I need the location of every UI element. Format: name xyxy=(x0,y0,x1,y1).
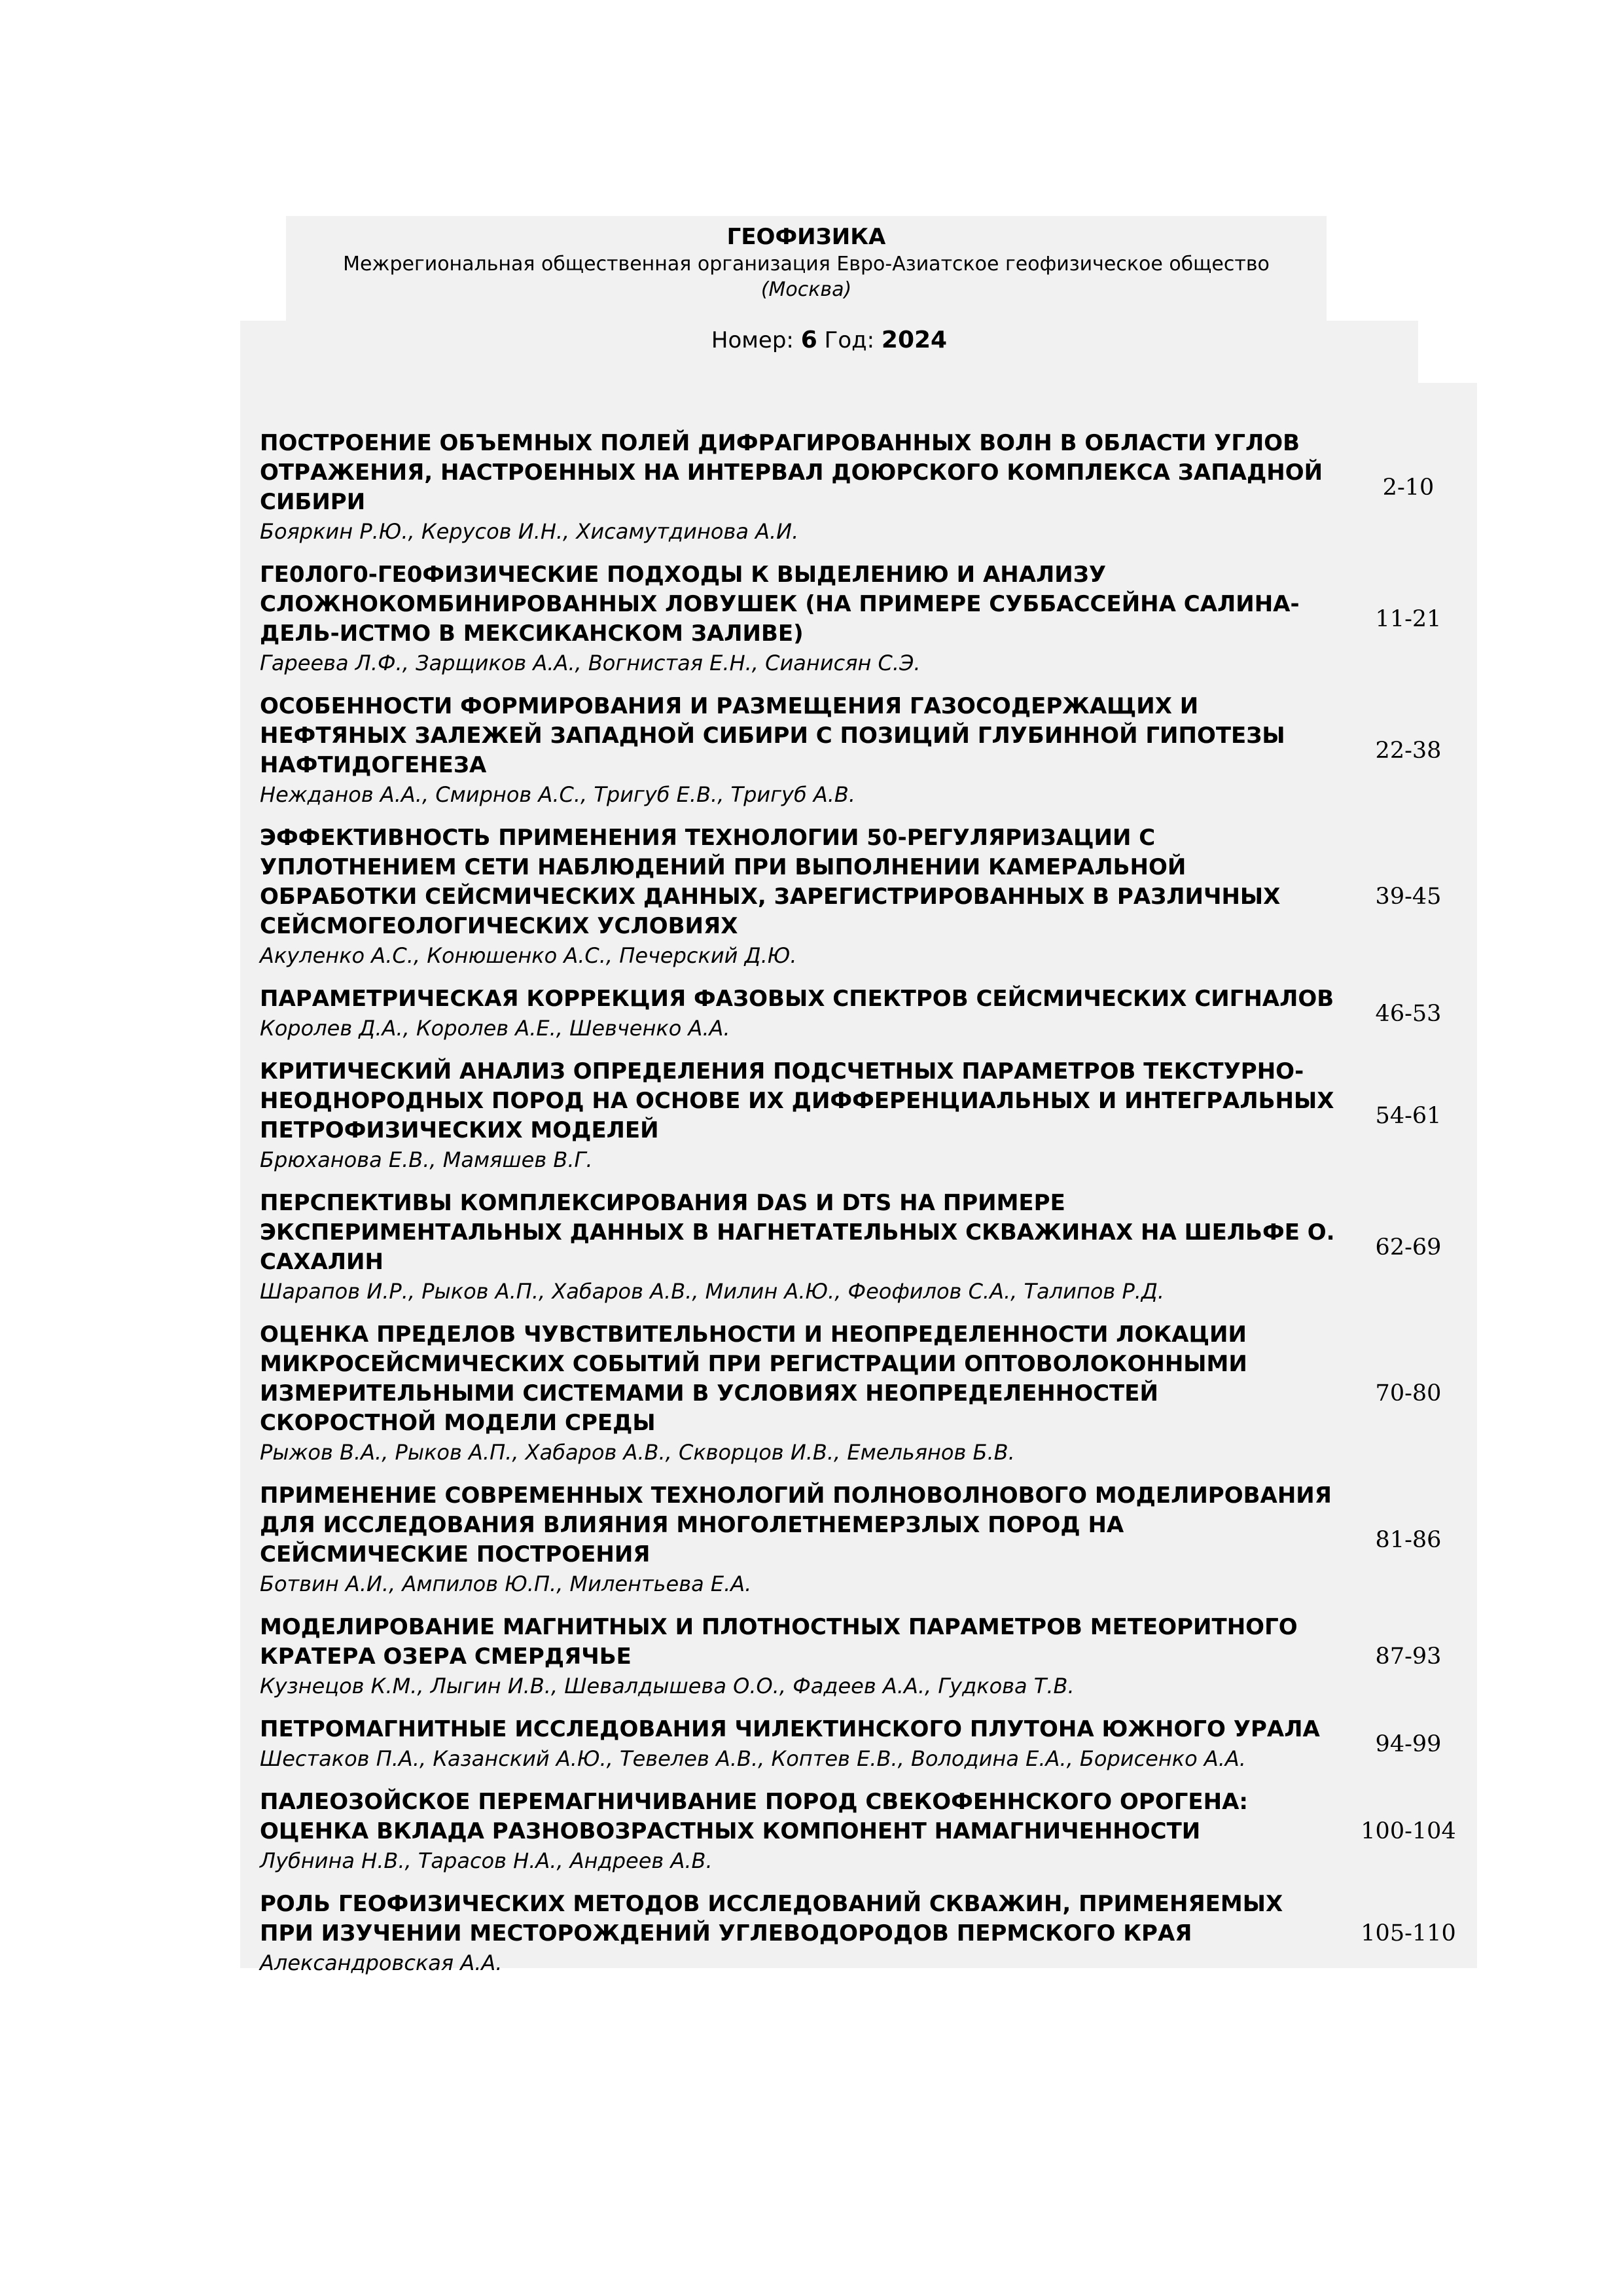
article-title[interactable]: ПЕТРОМАГНИТНЫЕ ИССЛЕДОВАНИЯ ЧИЛЕКТИНСКОГО ПЛУТОНА ЮЖНОГО УРАЛА xyxy=(260,1716,1320,1742)
toc-entry xyxy=(240,1787,1477,1875)
table-of-contents xyxy=(240,383,1477,1975)
organization-name: Межрегиональная общественная организация Евро-Азиатское геофизическое общество xyxy=(343,253,1270,276)
issue-year: 2024 xyxy=(881,327,948,353)
article-pages: 100-104 xyxy=(1361,1818,1456,1844)
toc-entry xyxy=(240,984,1477,1043)
article-authors: Акуленко А.С., Конюшенко А.С., Печерский Д.Ю. xyxy=(260,943,797,968)
article-title[interactable]: ОСОБЕННОСТИ ФОРМИРОВАНИЯ И РАЗМЕЩЕНИЯ ГАЗОСОДЕРЖАЩИХ И НЕФТЯНЫХ ЗАЛЕЖЕЙ ЗАПАДНОЙ СИБИРИ С ПОЗИЦИЙ ГЛУБИННОЙ ГИПОТЕЗЫ НАФТИДОГЕНЕЗА xyxy=(260,693,1285,778)
article-pages: 54-61 xyxy=(1375,1102,1442,1129)
article-title[interactable]: ПОСТРОЕНИЕ ОБЪЕМНЫХ ПОЛЕЙ ДИФРАГИРОВАННЫХ ВОЛН В ОБЛАСТИ УГЛОВ ОТРАЖЕНИЯ, НАСТРОЕННЫХ НА ИНТЕРВАЛ ДОЮРСКОГО КОМПЛЕКСА ЗАПАДНОЙ СИБИРИ xyxy=(260,430,1323,515)
article-authors: Кузнецов К.М., Лыгин И.В., Шевалдышева О.О., Фадеев А.А., Гудкова Т.В. xyxy=(260,1674,1075,1698)
article-pages: 105-110 xyxy=(1361,1920,1456,1946)
toc-entry xyxy=(240,1189,1477,1306)
article-title[interactable]: МОДЕЛИРОВАНИЕ МАГНИТНЫХ И ПЛОТНОСТНЫХ ПАРАМЕТРОВ МЕТЕОРИТНОГО КРАТЕРА ОЗЕРА СМЕРДЯЧЬЕ xyxy=(260,1614,1298,1670)
article-pages: 46-53 xyxy=(1375,1000,1442,1027)
article-title[interactable]: ПРИМЕНЕНИЕ СОВРЕМЕННЫХ ТЕХНОЛОГИЙ ПОЛНОВОЛНОВОГО МОДЕЛИРОВАНИЯ ДЛЯ ИССЛЕДОВАНИЯ ВЛИЯНИЯ МНОГОЛЕТНЕМЕРЗЛЫХ ПОРОД НА СЕЙСМИЧЕСКИЕ ПОСТРОЕНИЯ xyxy=(260,1482,1332,1568)
article-title[interactable]: КРИТИЧЕСКИЙ АНАЛИЗ ОПРЕДЕЛЕНИЯ ПОДСЧЕТНЫХ ПАРАМЕТРОВ ТЕКСТУРНО-НЕОДНОРОДНЫХ ПОРОД НА ОСНОВЕ ИХ ДИФФЕРЕНЦИАЛЬНЫХ И ИНТЕГРАЛЬНЫХ ПЕТРОФИЗИЧЕСКИХ МОДЕЛЕЙ xyxy=(260,1058,1334,1143)
article-authors: Шарапов И.Р., Рыков А.П., Хабаров А.В., Милин А.Ю., Феофилов С.А., Талипов Р.Д. xyxy=(260,1279,1165,1304)
issue-year-label: Год: xyxy=(824,327,875,353)
toc-entry xyxy=(240,1481,1477,1598)
article-title[interactable]: ПЕРСПЕКТИВЫ КОМПЛЕКСИРОВАНИЯ DAS И DTS НА ПРИМЕРЕ ЭКСПЕРИМЕНТАЛЬНЫХ ДАННЫХ В НАГНЕТАТЕЛЬНЫХ СКВАЖИНАХ НА ШЕЛЬФЕ О. САХАЛИН xyxy=(260,1190,1335,1275)
article-pages: 62-69 xyxy=(1375,1234,1442,1261)
toc-entry xyxy=(240,429,1477,546)
toc-entry xyxy=(240,1715,1477,1773)
journal-header xyxy=(286,216,1327,321)
issue-info xyxy=(240,321,1418,383)
article-title[interactable]: ПАРАМЕТРИЧЕСКАЯ КОРРЕКЦИЯ ФАЗОВЫХ СПЕКТРОВ СЕЙСМИЧЕСКИХ СИГНАЛОВ xyxy=(260,986,1334,1012)
toc-entry xyxy=(240,692,1477,809)
city: (Москва) xyxy=(760,278,852,301)
article-authors: Бояркин Р.Ю., Керусов И.Н., Хисамутдинова А.И. xyxy=(260,519,799,544)
toc-entry xyxy=(240,1890,1477,1977)
article-pages: 11-21 xyxy=(1375,605,1442,632)
article-authors: Шестаков П.А., Казанский А.Ю., Тевелев А.В., Коптев Е.В., Володина Е.А., Борисенко А.А. xyxy=(260,1746,1246,1771)
article-pages: 22-38 xyxy=(1375,737,1442,764)
article-authors: Гареева Л.Ф., Зарщиков А.А., Вогнистая Е.Н., Сианисян С.Э. xyxy=(260,651,921,675)
article-authors: Брюханова Е.В., Мамяшев В.Г. xyxy=(260,1147,593,1172)
toc-entry xyxy=(240,560,1477,677)
article-title[interactable]: ОЦЕНКА ПРЕДЕЛОВ ЧУВСТВИТЕЛЬНОСТИ И НЕОПРЕДЕЛЕННОСТИ ЛОКАЦИИ МИКРОСЕЙСМИЧЕСКИХ СОБЫТИЙ ПРИ РЕГИСТРАЦИИ ОПТОВОЛОКОННЫМИ ИЗМЕРИТЕЛЬНЫМИ СИСТЕМАМИ В УСЛОВИЯХ НЕОПРЕДЕЛЕННОСТЕЙ СКОРОСТНОЙ МОДЕЛИ СРЕДЫ xyxy=(260,1321,1247,1436)
article-title[interactable]: ЭФФЕКТИВНОСТЬ ПРИМЕНЕНИЯ ТЕХНОЛОГИИ 50-РЕГУЛЯРИЗАЦИИ С УПЛОТНЕНИЕМ СЕТИ НАБЛЮДЕНИЙ ПРИ ВЫПОЛНЕНИИ КАМЕРАЛЬНОЙ ОБРАБОТКИ СЕЙСМИЧЕСКИХ ДАННЫХ, ЗАРЕГИСТРИРОВАННЫХ В РАЗЛИЧНЫХ СЕЙСМОГЕОЛОГИЧЕСКИХ УСЛОВИЯХ xyxy=(260,825,1281,939)
article-pages: 70-80 xyxy=(1375,1380,1442,1407)
article-authors: Александровская А.А. xyxy=(260,1950,503,1975)
article-title[interactable]: ПАЛЕОЗОЙСКОЕ ПЕРЕМАГНИЧИВАНИЕ ПОРОД СВЕКОФЕННСКОГО ОРОГЕНА: ОЦЕНКА ВКЛАДА РАЗНОВОЗРАСТНЫХ КОМПОНЕНТ НАМАГНИЧЕННОСТИ xyxy=(260,1789,1249,1844)
journal-title: ГЕОФИЗИКА xyxy=(726,224,886,250)
article-authors: Нежданов А.А., Смирнов А.С., Тригуб Е.В., Тригуб А.В. xyxy=(260,782,856,807)
article-pages: 94-99 xyxy=(1375,1731,1442,1757)
article-title[interactable]: РОЛЬ ГЕОФИЗИЧЕСКИХ МЕТОДОВ ИССЛЕДОВАНИЙ СКВАЖИН, ПРИМЕНЯЕМЫХ ПРИ ИЗУЧЕНИИ МЕСТОРОЖДЕНИЙ УГЛЕВОДОРОДОВ ПЕРМСКОГО КРАЯ xyxy=(260,1891,1283,1946)
article-authors: Лубнина Н.В., Тарасов Н.А., Андреев А.В. xyxy=(260,1848,713,1873)
article-authors: Ботвин А.И., Ампилов Ю.П., Милентьева Е.А. xyxy=(260,1571,752,1596)
issue-number-label: Номер: xyxy=(711,327,794,353)
toc-entry xyxy=(240,1613,1477,1700)
article-pages: 39-45 xyxy=(1375,884,1442,910)
article-pages: 87-93 xyxy=(1375,1643,1442,1670)
article-authors: Рыжов В.А., Рыков А.П., Хабаров А.В., Скворцов И.В., Емельянов Б.В. xyxy=(260,1440,1015,1465)
article-title[interactable]: ГЕ0Л0Г0-ГЕ0ФИЗИЧЕСКИЕ ПОДХОДЫ К ВЫДЕЛЕНИЮ И АНАЛИЗУ СЛОЖНОКОМБИНИРОВАННЫХ ЛОВУШЕК (НА ПРИМЕРЕ СУББАССЕЙНА САЛИНА-ДЕЛЬ-ИСТМО В МЕКСИКАНСКОМ ЗАЛИВЕ) xyxy=(260,562,1300,647)
toc-entry xyxy=(240,1057,1477,1174)
article-pages: 2-10 xyxy=(1382,474,1435,501)
toc-entry xyxy=(240,1320,1477,1467)
article-authors: Королев Д.А., Королев А.Е., Шевченко А.А. xyxy=(260,1016,730,1041)
article-pages: 81-86 xyxy=(1375,1526,1442,1553)
toc-entry xyxy=(240,823,1477,970)
issue-number: 6 xyxy=(800,327,817,353)
